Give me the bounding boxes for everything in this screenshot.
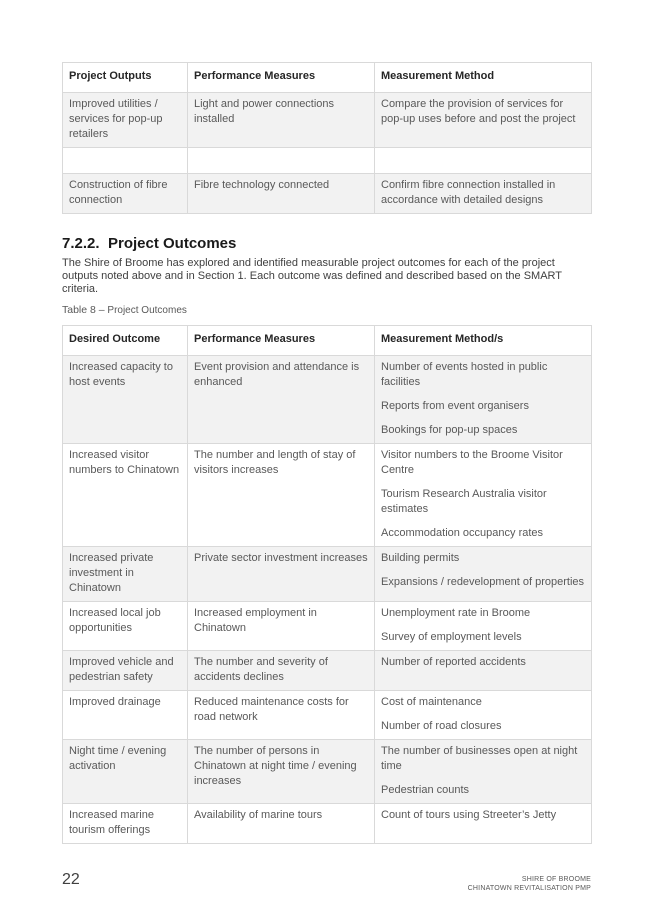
table-row [63, 148, 592, 174]
table-cell: Improved utilities / services for pop-up retailers [63, 93, 188, 148]
method-item: Accommodation occupancy rates [381, 527, 544, 539]
method-cell [375, 356, 592, 444]
caption-text: Project Outcomes [104, 305, 187, 316]
outcome-cell: Improved drainage [63, 691, 188, 740]
table-cell [63, 148, 188, 174]
project-outcomes-table [62, 325, 592, 844]
table-cell: Light and power connections installed [188, 93, 375, 148]
table-caption [62, 304, 187, 316]
project-outputs-table [62, 62, 592, 214]
column-header: Performance Measures [188, 63, 375, 93]
outcome-cell: Increased visitor numbers to Chinatown [63, 444, 188, 547]
measure-cell: Private sector investment increases [188, 547, 375, 602]
table-cell: Construction of fibre connection [63, 174, 188, 214]
table-row [63, 740, 592, 804]
outcome-cell: Increased private investment in Chinatown [63, 547, 188, 602]
method-cell [375, 691, 592, 740]
measure-cell: Event provision and attendance is enhanced [188, 356, 375, 444]
method-item: Number of reported accidents [381, 656, 526, 668]
table-row [63, 444, 592, 547]
table-cell: Confirm fibre connection installed in accordance with detailed designs [375, 174, 592, 214]
outcome-cell: Increased local job opportunities [63, 602, 188, 651]
method-item: Number of events hosted in public facilities [381, 361, 548, 388]
measure-cell: The number and length of stay of visitors increases [188, 444, 375, 547]
caption-prefix: Table 8 – [62, 304, 105, 316]
section-title: Project Outcomes [108, 235, 237, 252]
table-row [63, 651, 592, 691]
table-header-row [63, 326, 592, 356]
column-header: Measurement Method/s [375, 326, 592, 356]
outcomes-table-body [63, 356, 592, 844]
method-item: Reports from event organisers [381, 400, 529, 412]
method-item: Tourism Research Australia visitor estimates [381, 488, 547, 515]
table-cell: Compare the provision of services for pop-up uses before and post the project [375, 93, 592, 148]
footer-doc-line: CHINATOWN REVITALISATION PMP [467, 885, 591, 892]
intro-paragraph: The Shire of Broome has explored and identified measurable project outcomes for each of the project outputs noted above and in Section 1. Each outcome was defined and described based on the SMART criteria. [62, 257, 562, 295]
table-row [63, 691, 592, 740]
method-item: Survey of employment levels [381, 631, 522, 643]
table-cell: Fibre technology connected [188, 174, 375, 214]
table-row [63, 602, 592, 651]
footer-org-line: SHIRE OF BROOME [521, 876, 591, 883]
column-header: Performance Measures [188, 326, 375, 356]
method-item: Bookings for pop-up spaces [381, 424, 518, 436]
table-row [63, 174, 592, 214]
measure-cell: Reduced maintenance costs for road network [188, 691, 375, 740]
outcome-cell: Improved vehicle and pedestrian safety [63, 651, 188, 691]
method-item: Number of road closures [381, 720, 502, 732]
outcome-cell: Increased marine tourism offerings [63, 804, 188, 844]
method-cell [375, 651, 592, 691]
section-heading [62, 235, 236, 252]
table-row [63, 356, 592, 444]
method-item: Expansions / redevelopment of properties [381, 576, 585, 588]
outcome-cell: Increased capacity to host events [63, 356, 188, 444]
method-item: Count of tours using Streeter’s Jetty [381, 809, 557, 821]
method-cell [375, 602, 592, 651]
method-cell [375, 740, 592, 804]
column-header: Desired Outcome [63, 326, 188, 356]
measure-cell: The number and severity of accidents declines [188, 651, 375, 691]
section-number: 7.2.2. [62, 235, 100, 252]
page-number: 22 [62, 871, 80, 888]
method-cell [375, 444, 592, 547]
method-item: Visitor numbers to the Broome Visitor Centre [381, 449, 563, 476]
method-item: Building permits [381, 552, 460, 564]
column-header: Measurement Method [375, 63, 592, 93]
footer-organisation [468, 875, 591, 893]
method-cell [375, 547, 592, 602]
method-item: The number of businesses open at night time [381, 745, 578, 772]
measure-cell: Availability of marine tours [188, 804, 375, 844]
method-item: Pedestrian counts [381, 784, 470, 796]
table-row [63, 804, 592, 844]
table-row [63, 547, 592, 602]
method-item: Unemployment rate in Broome [381, 607, 531, 619]
measure-cell: The number of persons in Chinatown at night time / evening increases [188, 740, 375, 804]
table-cell [188, 148, 375, 174]
measure-cell: Increased employment in Chinatown [188, 602, 375, 651]
table-row [63, 93, 592, 148]
table-header-row [63, 63, 592, 93]
method-item: Cost of maintenance [381, 696, 482, 708]
method-cell [375, 804, 592, 844]
outcome-cell: Night time / evening activation [63, 740, 188, 804]
table-cell [375, 148, 592, 174]
column-header: Project Outputs [63, 63, 188, 93]
